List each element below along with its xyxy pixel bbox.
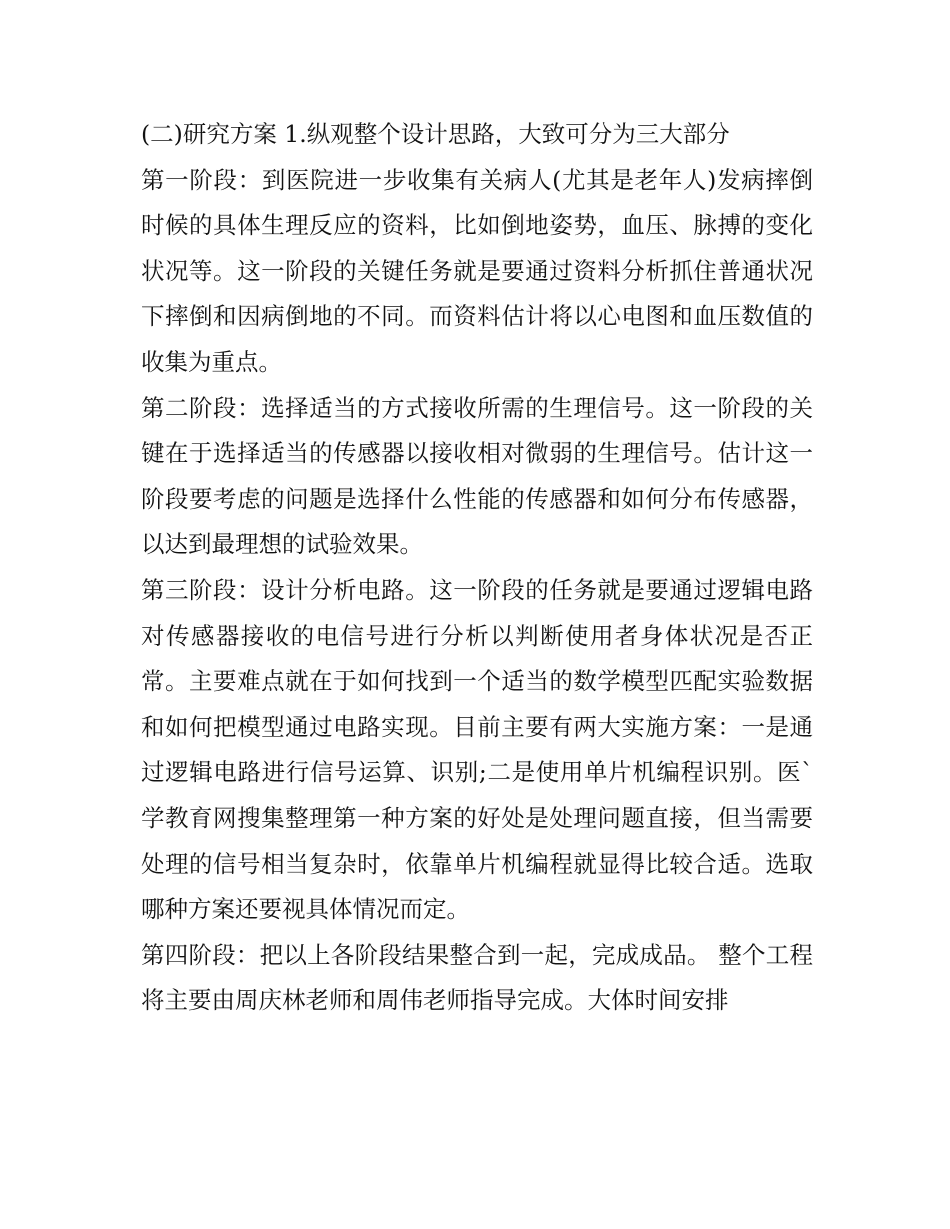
document-body	[141, 112, 813, 1024]
paragraph-research-plan-heading: (二)研究方案 1.纵观整个设计思路，大致可分为三大部分	[141, 120, 730, 148]
paragraph-stage-four: 第四阶段：把以上各阶段结果整合到一起，完成成品。 整个工程将主要由周庆林老师和周伟老师指导完成。大体时间安排	[141, 940, 813, 1015]
paragraph-stage-one: 第一阶段：到医院进一步收集有关病人(尤其是老年人)发病摔倒时候的具体生理反应的资料，比如倒地姿势，血压、脉搏的变化状况等。这一阶段的关键任务就是要通过资料分析抓住普通状况下摔倒和因病倒地的不同。而资料估计将以心电图和血压数值的收集为重点。	[141, 165, 813, 376]
paragraph-stage-two: 第二阶段：选择适当的方式接收所需的生理信号。这一阶段的关键在于选择适当的传感器以接收相对微弱的生理信号。估计这一阶段要考虑的问题是选择什么性能的传感器和如何分布传感器，以达到最理想的试验效果。	[141, 393, 813, 559]
paragraph-stage-three: 第三阶段：设计分析电路。这一阶段的任务就是要通过逻辑电路对传感器接收的电信号进行分析以判断使用者身体状况是否正常。主要难点就在于如何找到一个适当的数学模型匹配实验数据和如何把模型通过电路实现。目前主要有两大实施方案：一是通过逻辑电路进行信号运算、识别;二是使用单片机编程识别。医`学教育网搜集整理第一种方案的好处是处理问题直接，但当需要处理的信号相当复杂时，依靠单片机编程就显得比较合适。选取哪种方案还要视具体情况而定。	[141, 575, 813, 924]
